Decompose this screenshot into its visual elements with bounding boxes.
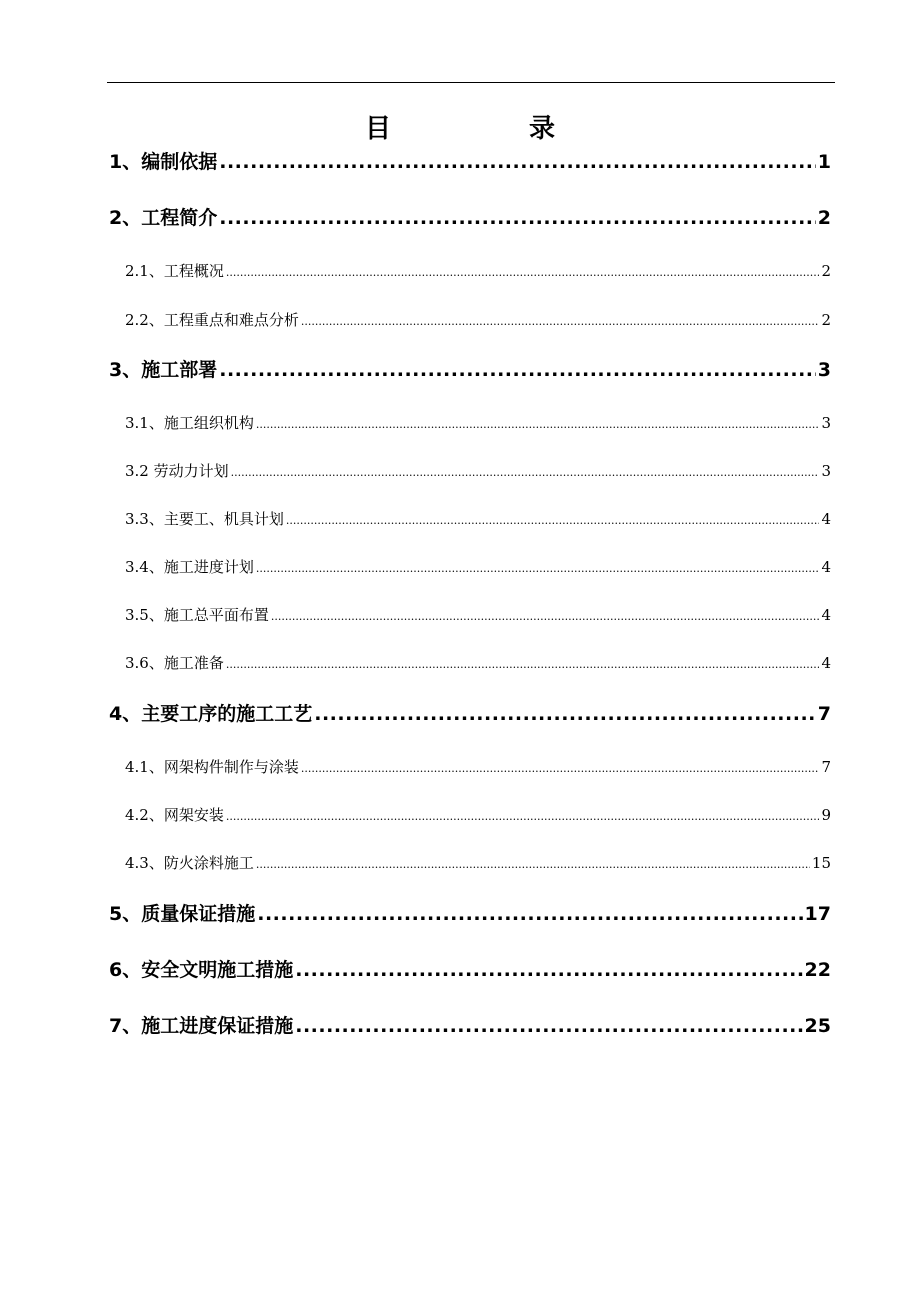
toc-page-number: 7 <box>821 758 831 776</box>
toc-entry-label: 3.2 劳动力计划 <box>125 462 229 480</box>
toc-entry-label: 3.3、主要工、机具计划 <box>125 510 284 528</box>
toc-leader-dots <box>301 759 820 779</box>
toc-entry-label: 3.6、施工准备 <box>125 654 224 672</box>
toc-page-number: 2 <box>821 262 831 280</box>
toc-entry-3[interactable] <box>109 357 831 383</box>
toc-leader-dots <box>256 559 820 579</box>
toc-leader-dots <box>219 149 816 175</box>
toc-entry-label: 3.5、施工总平面布置 <box>125 606 269 624</box>
toc-entry-label: 6、安全文明施工措施 <box>109 959 294 981</box>
toc-page-number: 15 <box>811 854 831 872</box>
toc-entry-4-1[interactable] <box>125 757 831 779</box>
toc-leader-dots <box>295 1013 802 1039</box>
toc-page-number: 17 <box>804 903 831 925</box>
toc-entry-4-2[interactable] <box>125 805 831 827</box>
toc-entry-label: 3.1、施工组织机构 <box>125 414 254 432</box>
toc-entry-label: 7、施工进度保证措施 <box>109 1015 294 1037</box>
toc-entry-1[interactable] <box>109 149 831 175</box>
toc-entry-5[interactable] <box>109 901 831 927</box>
toc-page-number: 4 <box>821 558 831 576</box>
toc-page-number: 9 <box>821 806 831 824</box>
toc-page-number: 25 <box>804 1015 831 1037</box>
toc-entry-2-2[interactable] <box>125 310 831 332</box>
toc-entry-label: 2.2、工程重点和难点分析 <box>125 311 299 329</box>
toc-entry-3-4[interactable] <box>125 557 831 579</box>
toc-entry-label: 1、编制依据 <box>109 151 218 173</box>
toc-page-number: 4 <box>821 654 831 672</box>
toc-page-number: 4 <box>821 606 831 624</box>
toc-page-number: 22 <box>804 959 831 981</box>
toc-leader-dots <box>271 607 820 627</box>
toc-page-number: 2 <box>817 207 831 229</box>
toc-entry-label: 2.1、工程概况 <box>125 262 224 280</box>
toc-entry-label: 3、施工部署 <box>109 359 218 381</box>
toc-leader-dots <box>231 463 820 483</box>
toc-leader-dots <box>295 957 802 983</box>
toc-leader-dots <box>257 901 802 927</box>
toc-entry-label: 4.3、防火涂料施工 <box>125 854 254 872</box>
toc-entry-2[interactable] <box>109 205 831 231</box>
toc-page-number: 3 <box>821 462 831 480</box>
toc-leader-dots <box>301 312 820 332</box>
toc-page-number: 1 <box>817 151 831 173</box>
toc-page-number: 4 <box>821 510 831 528</box>
toc-entry-3-6[interactable] <box>125 653 831 675</box>
toc-page-number: 7 <box>817 703 831 725</box>
toc-entry-label: 4、主要工序的施工工艺 <box>109 703 313 725</box>
toc-leader-dots <box>256 415 820 435</box>
toc-entry-label: 2、工程简介 <box>109 207 218 229</box>
toc-entry-4[interactable] <box>109 701 831 727</box>
toc-entry-3-2[interactable] <box>125 461 831 483</box>
toc-entry-3-1[interactable] <box>125 413 831 435</box>
toc-page-number: 3 <box>817 359 831 381</box>
toc-entry-3-5[interactable] <box>125 605 831 627</box>
toc-entry-3-3[interactable] <box>125 509 831 531</box>
toc-leader-dots <box>226 263 820 283</box>
toc-leader-dots <box>219 357 816 383</box>
toc-leader-dots <box>314 701 816 727</box>
toc-entry-label: 4.2、网架安装 <box>125 806 224 824</box>
toc-entry-label: 3.4、施工进度计划 <box>125 558 254 576</box>
toc-page-number: 3 <box>821 414 831 432</box>
toc-page-number: 2 <box>821 311 831 329</box>
toc-entry-2-1[interactable] <box>125 261 831 283</box>
toc-entry-4-3[interactable] <box>125 853 831 875</box>
toc-entry-label: 5、质量保证措施 <box>109 903 256 925</box>
page-title: 目 录 <box>364 114 611 144</box>
toc-leader-dots <box>226 807 820 827</box>
toc-entry-label: 4.1、网架构件制作与涂装 <box>125 758 299 776</box>
toc-entry-7[interactable] <box>109 1013 831 1039</box>
toc-leader-dots <box>256 855 810 875</box>
toc-leader-dots <box>219 205 816 231</box>
toc-leader-dots <box>286 511 820 531</box>
toc-entry-6[interactable] <box>109 957 831 983</box>
toc-leader-dots <box>226 655 820 675</box>
